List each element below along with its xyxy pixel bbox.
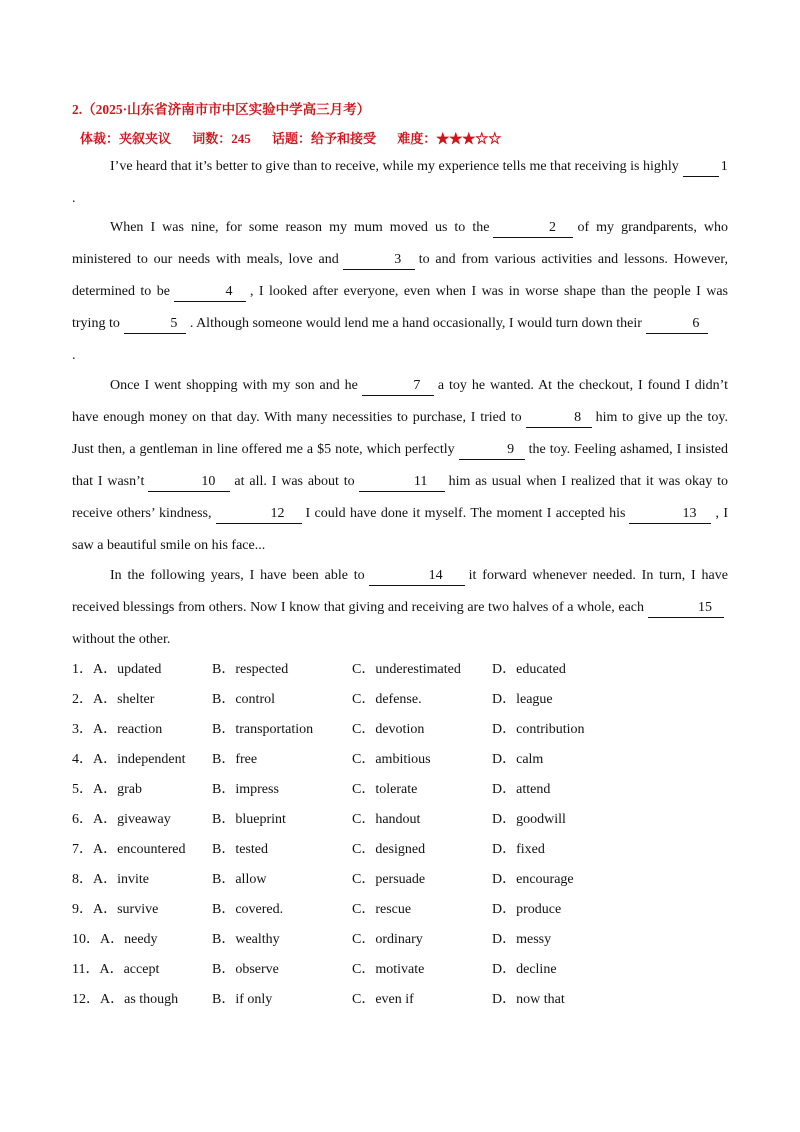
blank-9[interactable]: 9 <box>459 441 525 460</box>
option-row-9: 9．A．survive B．covered. C．rescue D．produce <box>72 900 722 930</box>
option-c[interactable]: C．rescue <box>352 902 412 917</box>
blank-2[interactable]: 2 <box>493 219 573 238</box>
option-c[interactable]: C．motivate <box>352 962 425 977</box>
option-b[interactable]: B．free <box>212 752 258 767</box>
option-c[interactable]: C．handout <box>352 812 421 827</box>
blank-4[interactable]: 4 <box>174 283 246 302</box>
option-a[interactable]: A．updated <box>93 662 162 677</box>
option-d[interactable]: D．messy <box>492 932 552 947</box>
option-b[interactable]: B．covered. <box>212 902 284 917</box>
blank-11[interactable]: 11 <box>359 473 445 492</box>
option-row-6: 6．A．giveaway B．blueprint C．handout D．goodwill <box>72 810 722 840</box>
option-d[interactable]: D．produce <box>492 902 562 917</box>
option-a[interactable]: A．accept <box>99 962 160 977</box>
option-c[interactable]: C．defense. <box>352 692 422 707</box>
paragraph-4: In the following years, I have been able to 14 it forward whenever needed. In turn, I have received blessings from others. Now I know that giving and receiving are two halves of a whole, each 15without the other. <box>72 568 728 647</box>
option-c[interactable]: C．persuade <box>352 872 426 887</box>
option-d[interactable]: D．now that <box>492 992 565 1007</box>
option-a[interactable]: A．shelter <box>93 692 155 707</box>
option-d[interactable]: D．encourage <box>492 872 574 887</box>
option-row-8: 8．A．invite B．allow C．persuade D．encourage <box>72 870 722 900</box>
option-d[interactable]: D．calm <box>492 752 544 767</box>
option-c[interactable]: C．ambitious <box>352 752 431 767</box>
option-d[interactable]: D．fixed <box>492 842 545 857</box>
option-a[interactable]: A．as though <box>100 992 179 1007</box>
option-b[interactable]: B．observe <box>212 962 279 977</box>
topic-label: 话题：给予和接受 <box>272 131 377 146</box>
option-row-2: 2．A．shelter B．control C．defense. D．league <box>72 690 722 720</box>
paragraph-1: I’ve heard that it’s better to give than to receive, while my experience tells me that receiving is highly 1 . <box>72 159 728 206</box>
option-row-3: 3．A．reaction B．transportation C．devotion D．contribution <box>72 720 722 750</box>
option-c[interactable]: C．designed <box>352 842 426 857</box>
question-source-title: 2.（2025·山东省济南市市中区实验中学高三月考） <box>72 102 371 117</box>
option-b[interactable]: B．transportation <box>212 722 314 737</box>
option-c[interactable]: C．underestimated <box>352 662 461 677</box>
option-row-4: 4．A．independent B．free C．ambitious D．calm <box>72 750 722 780</box>
genre-label: 体裁：夹叙夹议 <box>80 131 172 146</box>
option-d[interactable]: D．educated <box>492 662 566 677</box>
option-c[interactable]: C．ordinary <box>352 932 423 947</box>
paragraph-3: Once I went shopping with my son and he 7 a toy he wanted. At the checkout, I found I didn’t have enough money on that day. With many necessities to purchase, I tried to 8 him to give up the toy. Just then, a gentleman in line offered me a $5 note, which perfectly 9 the toy. Feeling ashamed, I insisted that I wasn’t 10 at all. I was about to 11 him as usual when I realized that it was okay to receive others’ kindness, 12 I could have done it myself. The moment I accepted his 13 , I saw a beautiful smile on his face... <box>72 378 729 553</box>
option-a[interactable]: A．reaction <box>93 722 163 737</box>
option-c[interactable]: C．tolerate <box>352 782 418 797</box>
option-b[interactable]: B．respected <box>212 662 289 677</box>
option-b[interactable]: B．wealthy <box>212 932 280 947</box>
option-row-11: 11．A．accept B．observe C．motivate D．decline <box>72 960 722 990</box>
passage-info <box>80 128 519 147</box>
blank-3[interactable]: 3 <box>343 251 415 270</box>
blank-7[interactable]: 7 <box>362 377 434 396</box>
blank-10[interactable]: 10 <box>148 473 230 492</box>
option-d[interactable]: D．attend <box>492 782 551 797</box>
option-d[interactable]: D．goodwill <box>492 812 566 827</box>
option-row-5: 5．A．grab B．impress C．tolerate D．attend <box>72 780 722 810</box>
option-a[interactable]: A．encountered <box>93 842 186 857</box>
blank-15[interactable]: 15 <box>648 599 724 618</box>
option-c[interactable]: C．devotion <box>352 722 425 737</box>
difficulty-rating: 难度：★★★☆☆ <box>397 131 502 146</box>
blank-14[interactable]: 14 <box>369 567 465 586</box>
option-a[interactable]: A．invite <box>93 872 149 887</box>
blank-6[interactable]: 6 <box>646 315 708 334</box>
option-d[interactable]: D．decline <box>492 962 557 977</box>
option-row-12: 12．A．as though B．if only C．even if D．now that <box>72 990 722 1020</box>
blank-1[interactable]: 1 <box>683 158 719 177</box>
option-b[interactable]: B．blueprint <box>212 812 286 827</box>
option-a[interactable]: A．grab <box>93 782 142 797</box>
option-b[interactable]: B．if only <box>212 992 273 1007</box>
option-row-7: 7．A．encountered B．tested C．designed D．fixed <box>72 840 722 870</box>
option-a[interactable]: A．giveaway <box>93 812 171 827</box>
option-d[interactable]: D．league <box>492 692 553 707</box>
paragraph-2: When I was nine, for some reason my mum moved us to the 2 of my grandparents, who ministered to our needs with meals, love and 3 to and from various activities and lessons. However, determined to be 4 , I looked after everyone, even when I was in worse shape than the people I was trying to 5 . Although someone would lend me a hand occasionally, I would turn down their 6 . <box>72 220 729 363</box>
option-a[interactable]: A．needy <box>100 932 158 947</box>
option-b[interactable]: B．impress <box>212 782 279 797</box>
option-d[interactable]: D．contribution <box>492 722 585 737</box>
blank-13[interactable]: 13 <box>629 505 711 524</box>
blank-12[interactable]: 12 <box>216 505 302 524</box>
option-b[interactable]: B．allow <box>212 872 267 887</box>
option-b[interactable]: B．tested <box>212 842 268 857</box>
option-a[interactable]: A．independent <box>93 752 186 767</box>
option-c[interactable]: C．even if <box>352 992 414 1007</box>
option-b[interactable]: B．control <box>212 692 275 707</box>
answer-options <box>72 660 722 1020</box>
option-a[interactable]: A．survive <box>93 902 159 917</box>
word-count: 词数：245 <box>192 131 251 146</box>
option-row-1: 1．A．updated B．respected C．underestimated D．educated <box>72 660 722 690</box>
blank-5[interactable]: 5 <box>124 315 186 334</box>
blank-8[interactable]: 8 <box>526 409 592 428</box>
option-row-10: 10．A．needy B．wealthy C．ordinary D．messy <box>72 930 722 960</box>
